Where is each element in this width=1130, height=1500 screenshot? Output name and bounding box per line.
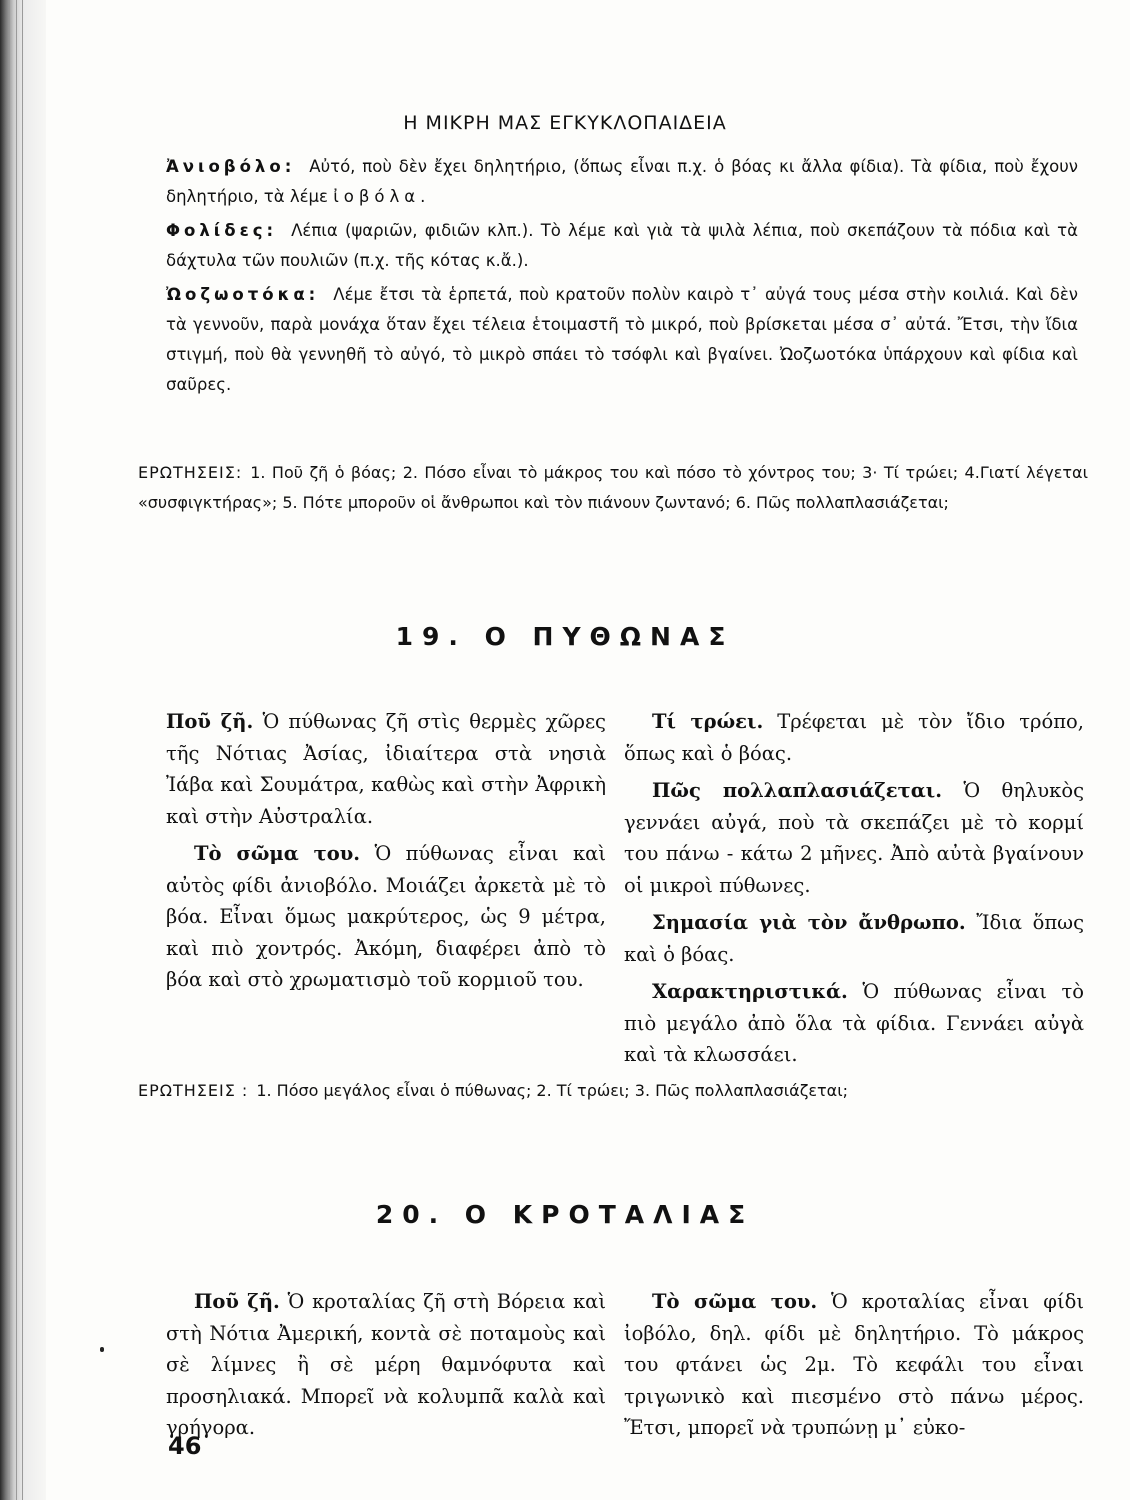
paragraph-lead: Πῶς πολλαπλασιάζεται. — [652, 779, 942, 802]
page-edge-line — [16, 0, 17, 1500]
glossary-text: Αὐτό, ποὺ δὲν ἔχει δηλητήριο, (ὅπως εἶναι π.χ. ὁ βόας κι ἄλλα φίδια). Τὰ φίδια, ποὺ ἔχουν δηλητήριο, τὰ λέμε — [166, 157, 1078, 206]
python-left-column — [166, 706, 606, 1002]
glossary-entry-oozootoka — [166, 280, 1078, 400]
running-head: Η ΜΙΚΡΗ ΜΑΣ ΕΓΚΥΚΛΟΠΑΙΔΕΙΑ — [403, 112, 727, 134]
book-spine-shadow — [0, 0, 46, 1500]
paragraph-importance — [624, 907, 1084, 970]
paragraph-text: Ὁ πύθωνας ζῆ στὶς θερμὲς χῶρες τῆς Νότιας Ἀσίας, ἰδιαίτερα στὰ νησιὰ Ἰάβα καὶ Σουμάτρα, καθὼς καὶ στὴν Ἀφρικὴ καὶ στὴν Αὐστραλία. — [166, 710, 606, 828]
paragraph-body — [624, 1286, 1084, 1444]
rattlesnake-left-column — [166, 1286, 606, 1450]
paragraph-text: Ὁ κροταλίας ζῆ στὴ Βόρεια καὶ στὴ Νότια Ἀμερική, κοντὰ σὲ ποταμοὺς καὶ σὲ λίμνες ἢ σὲ μέρη θαμνόφυτα καὶ προσηλιακά. Μπορεῖ νὰ κολυμπᾶ καλὰ καὶ γρήγορα. — [166, 1290, 606, 1439]
paragraph-text: Ὁ πύθωνας εἶναι τὸ πιὸ μεγάλο ἀπὸ ὅλα τὰ φίδια. Γεννάει αὐγὰ καὶ τὰ κλωσσάει. — [624, 980, 1084, 1066]
ink-speck — [100, 1347, 104, 1352]
questions-boas — [138, 458, 1088, 518]
paragraph-lead: Τὸ σῶμα του. — [194, 842, 361, 865]
paragraph-what-eats — [624, 706, 1084, 769]
paragraph-lead: Χαρακτηριστικά. — [652, 980, 848, 1003]
paragraph-lead: Τί τρώει. — [652, 710, 764, 733]
glossary-spaced-word: ἰοβόλα. — [333, 187, 431, 206]
paragraph-text: Ἴδια ὅπως καὶ ὁ βόας. — [624, 911, 1084, 966]
glossary-term: Ὠοζωοτόκα: — [166, 285, 320, 304]
python-right-column — [624, 706, 1084, 1077]
paragraph-text: Ὁ θηλυκὸς γεννάει αὐγά, ποὺ τὰ σκεπάζει μὲ τὸ κορμί του πάνω - κάτω 2 μῆνες. Ἀπὸ αὐτὰ βγαίνουν οἱ μικροὶ πύθωνες. — [624, 779, 1084, 897]
glossary-entry-folides — [166, 216, 1078, 276]
questions-label: ΕΡΩΤΗΣΕΙΣ: — [138, 463, 243, 482]
paragraph-text: Τρέφεται μὲ τὸν ἴδιο τρόπο, ὅπως καὶ ὁ βόας. — [624, 710, 1084, 765]
glossary-text: Λέμε ἔτσι τὰ ἑρπετά, ποὺ κρατοῦν πολὺν καιρὸ τ᾽ αὐγά τους μέσα στὴν κοιλιά. Καὶ δὲν τὰ γεννοῦν, παρὰ μονάχα ὅταν ἔχει τέλεια ἑτοιμαστῆ τὸ μικρό, ποὺ βρίσκεται μέσα σ᾽ αὐτά. Ἔτσι, τὴν ἴδια στιγμή, ποὺ θὰ γεννηθῆ τὸ αὐγό, τὸ μικρὸ σπάει τὸ τσόφλι καὶ βγαίνει. Ὠοζωοτόκα ὑπάρχουν καὶ φίδια καὶ σαῦρες. — [166, 285, 1078, 394]
paragraph-lead: Σημασία γιὰ τὸν ἄνθρωπο. — [652, 911, 966, 934]
paragraph-where-lives — [166, 1286, 606, 1444]
glossary-term: Φολίδες: — [166, 221, 278, 240]
page-edge-line — [22, 0, 23, 1500]
section-title-rattlesnake: 20. Ο ΚΡΟΤΑΛΙΑΣ — [375, 1200, 755, 1229]
glossary-term: Ἀνιοβόλο: — [166, 157, 296, 176]
paragraph-where-lives — [166, 706, 606, 832]
page-edge-line — [9, 0, 10, 1500]
paragraph-characteristics — [624, 976, 1084, 1071]
questions-python — [138, 1076, 1088, 1106]
questions-text: 1. Πόσο μεγάλος εἶναι ὁ πύθωνας; 2. Τί τρώει; 3. Πῶς πολλαπλασιάζεται; — [256, 1081, 849, 1100]
questions-label: ΕΡΩΤΗΣΕΙΣ : — [138, 1081, 249, 1100]
page-number: 46 — [168, 1432, 202, 1460]
paragraph-lead: Ποῦ ζῆ. — [194, 1290, 280, 1313]
glossary-text: Λέπια (ψαριῶν, φιδιῶν κλπ.). Τὸ λέμε καὶ γιὰ τὰ ψιλὰ λέπια, ποὺ σκεπάζουν τὰ πόδια καὶ τὰ δάχτυλα τῶν πουλιῶν (π.χ. τῆς κότας κ.ἄ.). — [166, 221, 1078, 270]
paragraph-text: Ὁ πύθωνας εἶναι καὶ αὐτὸς φίδι ἀνιοβόλο. Μοιάζει ἀρκετὰ μὲ τὸ βόα. Εἶναι ὅμως μακρύτερος, ὡς 9 μέτρα, καὶ πιὸ χοντρός. Ἀκόμη, διαφέρει ἀπὸ τὸ βόα καὶ στὸ χρωματισμὸ τοῦ κορμιοῦ του. — [166, 842, 607, 991]
section-title-python: 19. Ο ΠΥΘΩΝΑΣ — [395, 622, 735, 651]
questions-text: 1. Ποῦ ζῆ ὁ βόας; 2. Πόσο εἶναι τὸ μάκρος του καὶ πόσο τὸ χόντρος του; 3· Τί τρώει; 4.Γιατί λέγεται «συσφιγκτήρας»; 5. Πότε μποροῦν οἱ ἄνθρωποι καὶ τὸν πιάνουν ζωντανό; 6. Πῶς πολλαπλασιάζεται; — [138, 463, 1088, 512]
paragraph-text: Ὁ κροταλίας εἶναι φίδι ἰοβόλο, δηλ. φίδι μὲ δηλητήριο. Τὸ μάκρος του φτάνει ὡς 2μ. Τὸ κεφάλι του εἶναι τριγωνικὸ καὶ πιεσμένο στὸ πάνω μέρος. Ἔτσι, μπορεῖ νὰ τρυπώνῃ μ᾽ εὐκο- — [624, 1290, 1084, 1439]
glossary-entry-aniovolo — [166, 152, 1078, 212]
paragraph-body — [166, 838, 606, 996]
paragraph-lead: Τὸ σῶμα του. — [652, 1290, 818, 1313]
paragraph-reproduction — [624, 775, 1084, 901]
rattlesnake-right-column — [624, 1286, 1084, 1450]
paragraph-lead: Ποῦ ζῆ. — [166, 710, 254, 733]
